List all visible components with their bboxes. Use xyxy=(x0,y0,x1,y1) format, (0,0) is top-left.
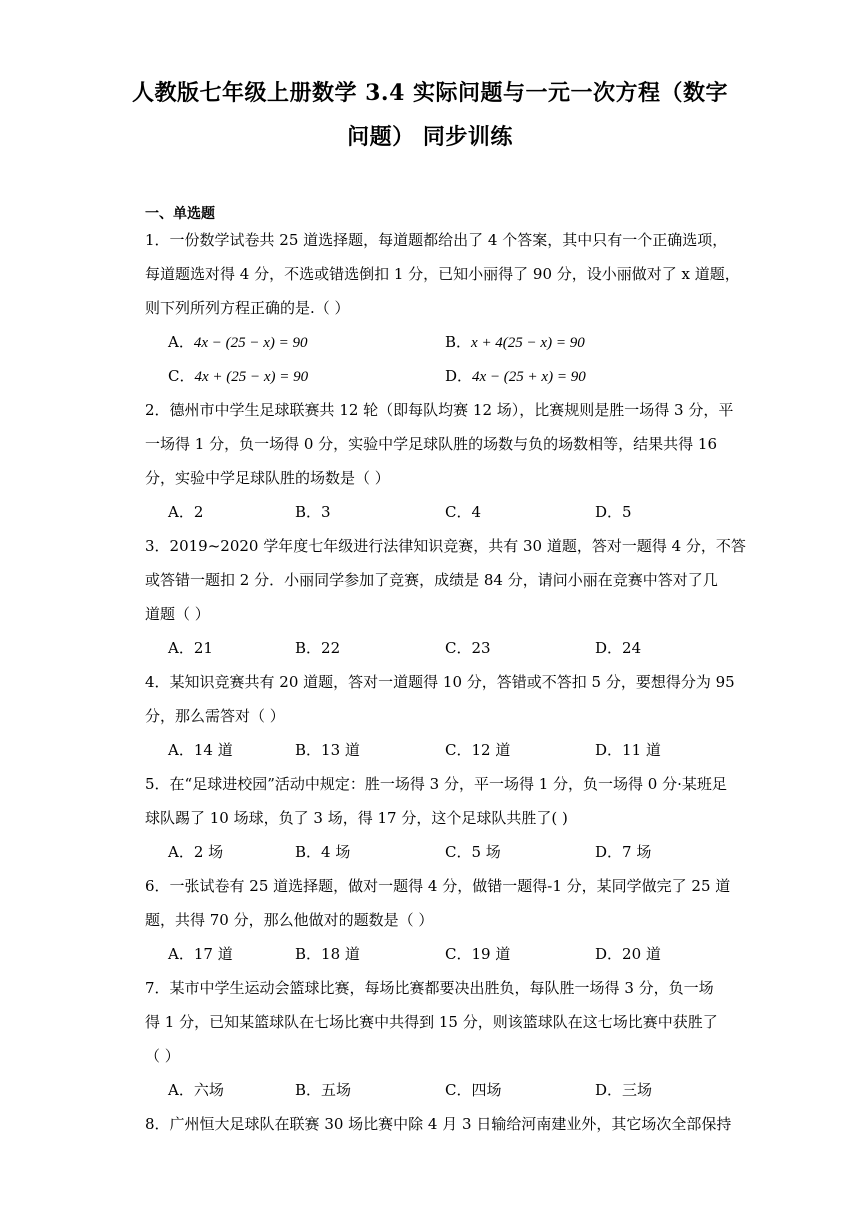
question-5-line-1: 5．在“足球进校园”活动中规定：胜一场得 3 分，平一场得 1 分，负一场得 0 分·某班足 xyxy=(145,775,727,793)
question-7-line-3: （ ） xyxy=(145,1047,180,1065)
question-3-option-d: D．24 xyxy=(595,639,642,657)
question-1-line-2: 每道题选对得 4 分，不选或错选倒扣 1 分，已知小丽得了 90 分，设小丽做对了 x 道题， xyxy=(145,265,740,283)
question-1-option-d: D．4x − (25 + x) = 90 xyxy=(445,367,586,385)
question-1-option-b: B．x + 4(25 − x) = 90 xyxy=(445,333,585,351)
question-1-option-a: A．4x − (25 − x) = 90 xyxy=(168,333,308,351)
question-7-option-a: A．六场 xyxy=(168,1081,224,1099)
question-6-line-2: 题，共得 70 分，那么他做对的题数是（ ） xyxy=(145,911,434,929)
question-2-option-b: B．3 xyxy=(295,503,331,521)
question-6-option-a: A．17 道 xyxy=(168,945,233,963)
question-2-line-3: 分，实验中学足球队胜的场数是（ ） xyxy=(145,469,390,487)
question-5-option-a: A．2 场 xyxy=(168,843,224,861)
question-4-option-d: D．11 道 xyxy=(595,741,661,759)
question-5-line-2: 球队踢了 10 场球，负了 3 场，得 17 分，这个足球队共胜了( ) xyxy=(145,809,568,827)
question-3-option-c: C．23 xyxy=(445,639,491,657)
question-1-line-1: 1．一份数学试卷共 25 道选择题，每道题都给出了 4 个答案，其中只有一个正确选项， xyxy=(145,231,728,249)
section-heading: 一、单选题 xyxy=(145,206,215,222)
question-1-line-3: 则下列所列方程正确的是.（ ） xyxy=(145,299,350,317)
question-7-line-1: 7．某市中学生运动会篮球比赛，每场比赛都要决出胜负，每队胜一场得 3 分，负一场 xyxy=(145,979,714,997)
question-7-option-d: D．三场 xyxy=(595,1081,653,1099)
question-7-option-b: B．五场 xyxy=(295,1081,352,1099)
question-8-line-1: 8．广州恒大足球队在联赛 30 场比赛中除 4 月 3 日输给河南建业外，其它场次全部保持 xyxy=(145,1115,732,1133)
question-2-option-d: D．5 xyxy=(595,503,632,521)
page-title-line-1: 人教版七年级上册数学 3.4 实际问题与一元一次方程（数字 xyxy=(131,80,729,106)
question-1-option-c: C．4x + (25 − x) = 90 xyxy=(168,367,309,385)
question-5-option-b: B．4 场 xyxy=(295,843,351,861)
question-6-option-d: D．20 道 xyxy=(595,945,661,963)
question-3-line-3: 道题（ ） xyxy=(145,605,210,623)
question-7-option-c: C．四场 xyxy=(445,1081,502,1099)
question-6-option-b: B．18 道 xyxy=(295,945,360,963)
question-7-line-2: 得 1 分，已知某篮球队在七场比赛中共得到 15 分，则该篮球队在这七场比赛中获胜了 xyxy=(145,1013,718,1031)
question-5-option-c: C．5 场 xyxy=(445,843,501,861)
question-4-option-b: B．13 道 xyxy=(295,741,360,759)
question-2-option-a: A．2 xyxy=(168,503,204,521)
question-2-option-c: C．4 xyxy=(445,503,482,521)
question-2-line-2: 一场得 1 分，负一场得 0 分，实验中学足球队胜的场数与负的场数相等，结果共得 16 xyxy=(145,435,718,453)
question-4-option-a: A．14 道 xyxy=(168,741,233,759)
question-3-option-a: A．21 xyxy=(168,639,213,657)
question-3-line-1: 3．2019~2020 学年度七年级进行法律知识竞赛，共有 30 道题，答对一题得 4 分，不答 xyxy=(145,537,746,555)
page-title-line-2: 问题） 同步训练 xyxy=(347,124,513,150)
question-4-line-2: 分，那么需答对（ ） xyxy=(145,707,285,725)
question-4-line-1: 4．某知识竞赛共有 20 道题，答对一道题得 10 分，答错或不答扣 5 分，要想得分为 95 xyxy=(145,673,735,691)
question-3-option-b: B．22 xyxy=(295,639,341,657)
question-2-line-1: 2．德州市中学生足球联赛共 12 轮（即每队均赛 12 场），比赛规则是胜一场得 3 分，平 xyxy=(145,401,734,419)
question-6-line-1: 6．一张试卷有 25 道选择题，做对一题得 4 分，做错一题得-1 分，某同学做完了 25 道 xyxy=(145,877,731,895)
question-6-option-c: C．19 道 xyxy=(445,945,511,963)
question-4-option-c: C．12 道 xyxy=(445,741,511,759)
question-3-line-2: 或答错一题扣 2 分．小丽同学参加了竞赛，成绩是 84 分，请问小丽在竞赛中答对了几 xyxy=(145,571,718,589)
question-5-option-d: D．7 场 xyxy=(595,843,652,861)
